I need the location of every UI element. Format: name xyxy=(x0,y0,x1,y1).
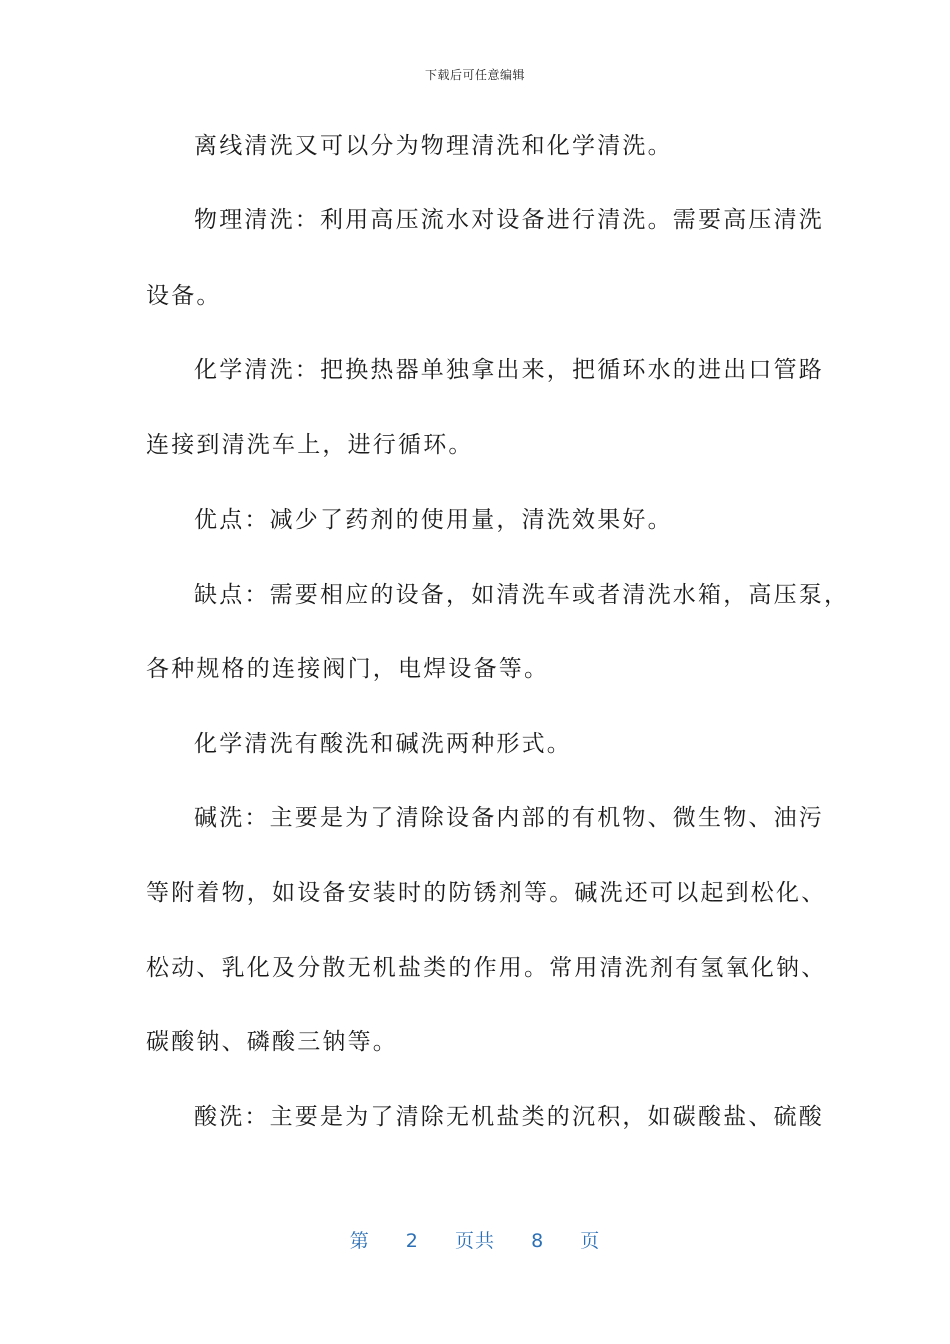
paragraph-line: 化学清洗有酸洗和碱洗两种形式。 xyxy=(194,731,572,757)
total-pages-number: 8 xyxy=(531,1230,545,1252)
paragraph-line: 化学清洗：把换热器单独拿出来，把循环水的进出口管路 xyxy=(194,357,824,383)
paragraph-line: 设备。 xyxy=(146,283,222,309)
paragraph-line: 松动、乳化及分散无机盐类的作用。常用清洗剂有氢氧化钠、 xyxy=(146,955,827,981)
footer-suffix: 页 xyxy=(580,1230,601,1252)
paragraph-line: 等附着物，如设备安装时的防锈剂等。碱洗还可以起到松化、 xyxy=(146,880,827,906)
current-page-number: 2 xyxy=(405,1230,419,1252)
page-header: 下载后可任意编辑 xyxy=(424,68,525,82)
footer-middle: 页共 xyxy=(454,1230,495,1252)
paragraph-line: 酸洗：主要是为了清除无机盐类的沉积，如碳酸盐、硫酸 xyxy=(194,1104,824,1130)
paragraph-line: 碱洗：主要是为了清除设备内部的有机物、微生物、油污 xyxy=(194,805,824,831)
paragraph-line: 各种规格的连接阀门，电焊设备等。 xyxy=(146,656,550,682)
paragraph-line: 连接到清洗车上，进行循环。 xyxy=(146,432,474,458)
paragraph-line: 物理清洗：利用高压流水对设备进行清洗。需要高压清洗 xyxy=(194,207,824,233)
footer-prefix: 第 xyxy=(349,1230,370,1252)
page-footer xyxy=(0,1226,950,1253)
paragraph-line: 缺点：需要相应的设备，如清洗车或者清洗水箱，高压泵， xyxy=(194,582,850,608)
paragraph-line: 优点：减少了药剂的使用量，清洗效果好。 xyxy=(194,507,673,533)
paragraph-line: 碳酸钠、磷酸三钠等。 xyxy=(146,1029,398,1055)
paragraph-line: 离线清洗又可以分为物理清洗和化学清洗。 xyxy=(194,133,673,159)
